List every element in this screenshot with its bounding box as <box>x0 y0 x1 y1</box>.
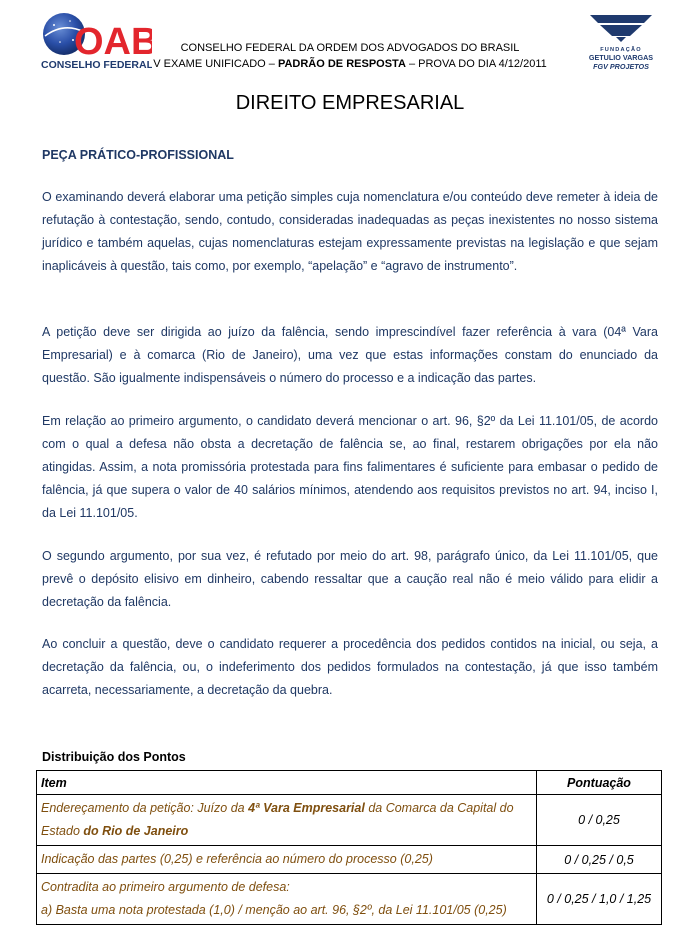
paragraph-2: A petição deve ser dirigida ao juízo da falência, sendo imprescindível fazer referência à vara (04ª Vara Empresarial) e à comarca (Rio de Janeiro), uma vez que estas informações constam do enunciado da questão. São igualmente indispensáveis o número do processo e a indicação das partes. <box>42 325 658 385</box>
page-title: DIREITO EMPRESARIAL <box>235 92 465 114</box>
table-row <box>37 874 662 925</box>
svg-text:OAB: OAB <box>74 21 152 63</box>
item-cell: Endereçamento da petição: Juízo da 4ª Vara Empresarial da Comarca da Capital do Estado do Rio de Janeiro <box>37 795 537 846</box>
score-cell: 0 / 0,25 / 0,5 <box>537 846 662 874</box>
table-row <box>37 846 662 874</box>
distribution-title: Distribuição dos Pontos <box>42 750 186 764</box>
paragraph-5: Ao concluir a questão, deve o candidato requerer a procedência dos pedidos contidos na inicial, ou seja, a decretação da falência, ou, o indeferimento dos pedidos formulados na contestação, já que isso também acarreta, necessariamente, a decretação da quebra. <box>42 637 658 697</box>
fgv-emblem-icon <box>586 14 656 42</box>
column-header-score: Pontuação <box>537 771 662 795</box>
section-title: PEÇA PRÁTICO-PROFISSIONAL <box>42 148 234 162</box>
header-line-1: CONSELHO FEDERAL DA ORDEM DOS ADVOGADOS DO BRASIL <box>180 42 520 54</box>
table-header-row <box>37 771 662 795</box>
points-table <box>36 770 662 925</box>
paragraph-3: Em relação ao primeiro argumento, o candidato deverá mencionar o art. 96, §2º da Lei 11.101/05, de acordo com o qual a defesa não obsta a decretação de falência se, ao final, restarem obrigações por ela não atingidas. Assim, a nota promissória protestada para fins falimentares é suficiente para embasar o pedido de falência, já que supera o valor de 40 salários mínimos, atendendo aos requisitos previstos no art. 94, inciso I, da Lei 11.101/05. <box>42 414 658 520</box>
column-header-item: Item <box>37 771 537 795</box>
item-cell: Contradita ao primeiro argumento de defesa: a) Basta uma nota protestada (1,0) / menção ao art. 96, §2º, da Lei 11.101/05 (0,25) <box>37 874 537 925</box>
header-line-2: V EXAME UNIFICADO – PADRÃO DE RESPOSTA – PROVA DO DIA 4/12/2011 <box>153 58 547 70</box>
paragraph-4: O segundo argumento, por sua vez, é refutado por meio do art. 98, parágrafo único, da Lei 11.101/05, que prevê o depósito elisivo em dinheiro, cabendo ressaltar que a caução real não é meio válido para elidir a decretação da falência. <box>42 549 658 609</box>
table-row <box>37 795 662 846</box>
paragraph-1: O examinando deverá elaborar uma petição simples cuja nomenclatura e/ou conteúdo deve remeter à ideia de refutação à contestação, sendo, contudo, consideradas inadequadas as peças inexistentes no nosso sistema jurídico e também aquelas, cujas nomenclaturas estejam expressamente previstas na legislação e que sejam inaplicáveis à questão, tais como, por exemplo, “apelação” e “agravo de instrumento”. <box>42 190 658 273</box>
score-cell: 0 / 0,25 <box>537 795 662 846</box>
fgv-line-1: FUNDAÇÃO <box>600 47 642 53</box>
svg-text:CONSELHO FEDERAL: CONSELHO FEDERAL <box>41 59 152 70</box>
fgv-line-2: GETULIO VARGAS <box>588 53 654 62</box>
fgv-line-3: FGV PROJETOS <box>593 62 649 71</box>
oab-logo <box>40 12 152 70</box>
fgv-logo <box>586 14 656 70</box>
score-cell: 0 / 0,25 / 1,0 / 1,25 <box>537 874 662 925</box>
item-cell: Indicação das partes (0,25) e referência ao número do processo (0,25) <box>37 846 537 874</box>
header-text <box>150 40 550 72</box>
